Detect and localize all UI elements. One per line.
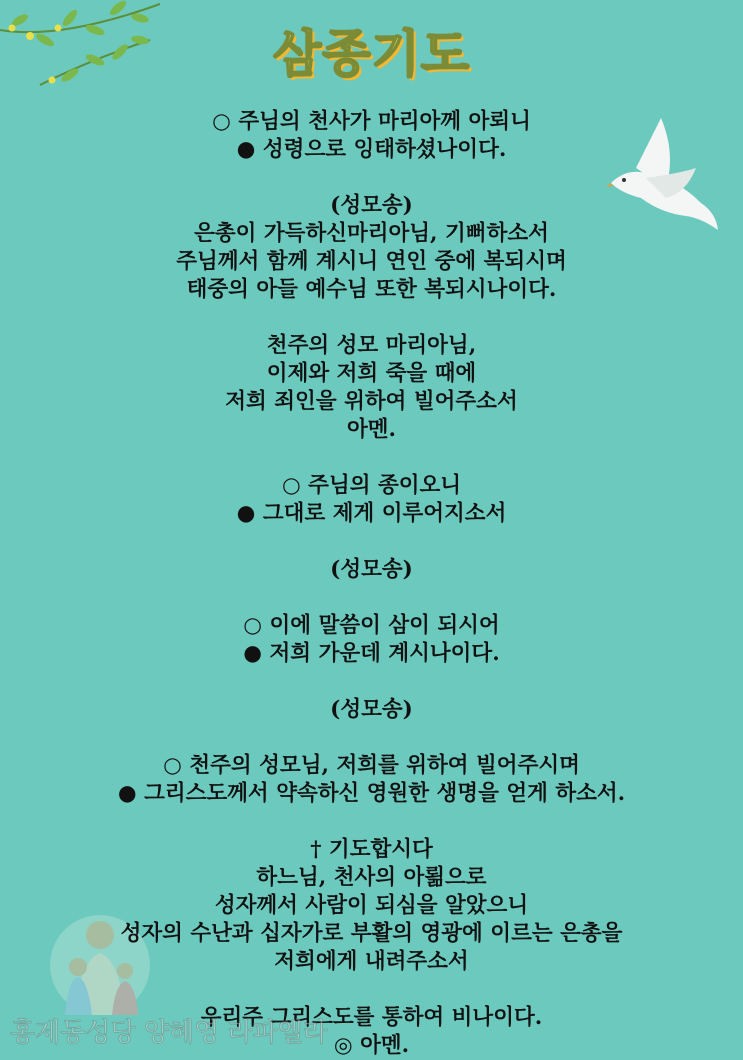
watermark: 홍제동성당 양혜영 라파엘라 bbox=[10, 1018, 328, 1048]
prayer-line: 우리주 그리스도를 통하여 비나이다. bbox=[200, 1005, 543, 1030]
prayer-text bbox=[0, 108, 743, 1060]
prayer-line: ○ 주님의 천사가 마리아께 아뢰니 bbox=[212, 109, 531, 134]
prayer-line: ● 그대로 제게 이루어지소서 bbox=[236, 501, 507, 526]
prayer-line: (성모송) bbox=[330, 557, 413, 582]
prayer-line: (성모송) bbox=[330, 193, 413, 218]
prayer-line: 이제와 저희 죽을 때에 bbox=[266, 361, 477, 386]
stanza-gap bbox=[0, 584, 743, 612]
prayer-line: ● 그리스도께서 약속하신 영원한 생명을 얻게 하소서. bbox=[117, 781, 626, 806]
prayer-line: ○ 이에 말씀이 삼이 되시어 bbox=[243, 613, 500, 638]
prayer-line: 성자께서 사람이 되심을 알았으니 bbox=[214, 893, 529, 918]
prayer-line: (성모송) bbox=[330, 697, 413, 722]
prayer-line: ○ 천주의 성모님, 저희를 위하여 빌어주시며 bbox=[163, 753, 580, 778]
prayer-line: 천주의 성모 마리아님, bbox=[266, 333, 477, 358]
prayer-line: ● 저희 가운데 계시나이다. bbox=[243, 641, 500, 666]
prayer-line: ◎ 아멘. bbox=[333, 1033, 410, 1058]
stanza-gap bbox=[0, 304, 743, 332]
stanza-gap bbox=[0, 976, 743, 1004]
stanza-gap bbox=[0, 724, 743, 752]
stanza-gap bbox=[0, 808, 743, 836]
prayer-line: 태중의 아들 예수님 또한 복되시나이다. bbox=[186, 277, 557, 302]
prayer-line: ○ 주님의 종이오니 bbox=[281, 473, 462, 498]
prayer-line: 주님께서 함께 계시니 연인 중에 복되시며 bbox=[176, 249, 567, 274]
prayer-line: 저희에게 내려주소서 bbox=[274, 949, 469, 974]
prayer-line: 하느님, 천사의 아뢺으로 bbox=[256, 865, 487, 890]
prayer-line: 성자의 수난과 십자가로 부활의 영광에 이르는 은총을 bbox=[120, 921, 623, 946]
prayer-line: 아멘. bbox=[346, 417, 397, 442]
prayer-line: ● 성령으로 잉태하셨나이다. bbox=[236, 137, 507, 162]
prayer-line: 저희 죄인을 위하여 빌어주소서 bbox=[225, 389, 518, 414]
page-title: 삼종기도 bbox=[272, 25, 471, 83]
stanza-gap bbox=[0, 528, 743, 556]
stanza-gap bbox=[0, 444, 743, 472]
prayer-line: 은총이 가득하신마리아님, 기뻐하소서 bbox=[194, 221, 549, 246]
prayer-line: † 기도합시다 bbox=[310, 837, 433, 862]
stanza-gap bbox=[0, 668, 743, 696]
stanza-gap bbox=[0, 164, 743, 192]
